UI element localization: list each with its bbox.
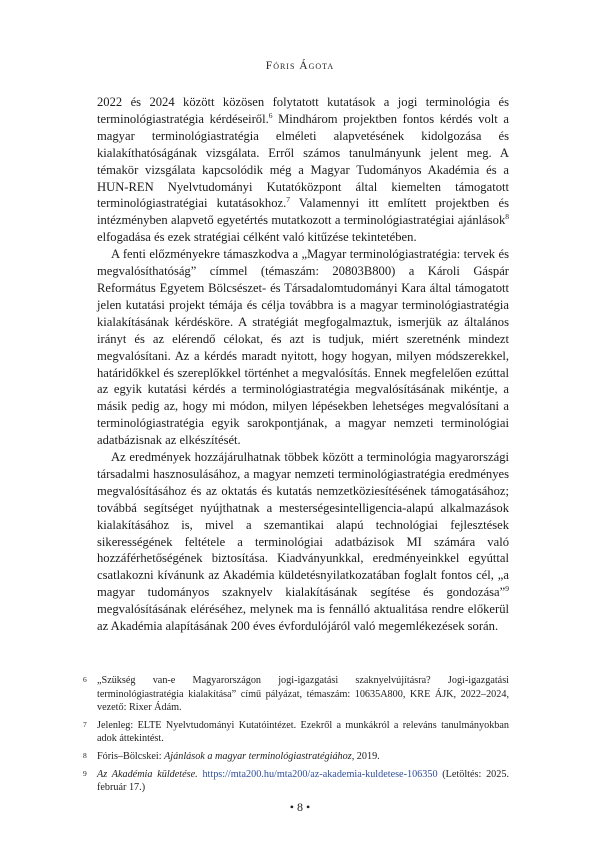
footnote-number: 9 (83, 768, 87, 778)
paragraph-3-part-a: Az eredmények hozzájárulhatnak többek között a terminológia magyarországi társadalmi hasznosulásához, a magyar nemzeti terminológiastratégia eredményes megvalósításához és az oktatás és kutatás nemzetköziesítésének támogatásához; továbbá segítséget nyújthatnak a mesterségesintelligencia-alapú alkalmazások kialakításához is, mivel a szemantikai alapú technológiai fejlesztések sikerességének feltétele a terminológiai adatbázisok MI számára való hozzáférhetőségének biztosítása. Kiadványunkkal, eredményeinkkel egyúttal csatlakozni kívánunk az Akadémia küldetésnyilatkozatában foglalt fontos cél, „a magyar tudományos szaknyelv kialakításának segítése és gondozása” (97, 450, 509, 600)
footnote-number: 7 (83, 719, 87, 729)
page-number: • 8 • (289, 800, 311, 814)
footnote-title: Ajánlások a magyar terminológiastratégiához, (164, 750, 355, 762)
footnote-title: Az Akadémia küldetése. (97, 768, 198, 780)
main-text (97, 94, 509, 635)
paragraph-1-part-c: Valamennyi itt említett projektben és intézményben alapvető egyetértés mutatkozott a terminológiastratégiai ajánlások (97, 196, 509, 228)
footnote-9 (83, 768, 509, 795)
footnote-text (97, 750, 509, 764)
footnote-text: „Szükség van-e Magyarországon jogi-igazgatási szaknyelvújításra? Jogi-igazgatási terminológiastratégia kialakítása” című pályázat, témaszám: 10635A800, KRE ÁJK, 2022–2024, vezető: Rixer Ádám. (97, 675, 509, 714)
footnotes (83, 674, 509, 799)
footnote-ref-7[interactable]: 7 (286, 195, 291, 205)
footnote-number: 6 (83, 675, 87, 684)
paragraph-1-part-b: Mindhárom projektben fontos kérdés volt a magyar terminológiastratégia elméleti alapvetésének kidolgozása és kialakíthatóságának vizsgálata. Erről számos tanulmányunk jelent meg. A témakör vizsgálata kapcsolódik még a Magyar Tudományos Akadémia és a HUN-REN Nyelvtudományi Kutatóközpont által kiemelten támogatott terminológiastratégiai kutatásokhoz. (97, 111, 509, 211)
paragraph-1-part-a: 2022 és 2024 között közösen folytatott kutatások a jogi terminológia és terminológiastratégia kérdéseiről. (97, 95, 509, 126)
footnote-7 (83, 719, 509, 746)
paragraph-3-part-b: megvalósításának eléréséhez, melynek ma is fennálló aktualitása rendre előkerül az Akadémia alapításának 200 éves évfordulójáról való megemlékezések során. (97, 602, 509, 634)
footnote-6 (83, 674, 509, 715)
footnote-access-date: (Letöltés: 2025. február 17.) (97, 768, 510, 794)
running-head: Fóris Ágota (265, 60, 335, 72)
footnote-ref-9[interactable]: 9 (505, 584, 509, 594)
paragraph-3 (97, 449, 509, 635)
footnote-link[interactable]: https://mta200.hu/mta200/az-akademia-kuldetese-106350 (202, 768, 438, 780)
paragraph-1-part-d: elfogadása és ezek stratégiai célként való kitűzése tekintetében. (97, 230, 417, 245)
footnote-number: 8 (83, 750, 87, 760)
footnote-authors: Fóris–Bölcskei: (97, 750, 165, 762)
paragraph-2: A fenti előzményekre támaszkodva a „Magyar terminológiastratégia: tervek és megvalósíthatóság” címmel (témaszám: 20803B800) a Károli Gáspár Református Egyetem Bölcsészet- és Társadalomtudományi Kara által támogatott jelen kutatási projekt témája és célja továbbra is a magyar terminológiastratégia kialakításának kérdésköre. A stratégiát megfogalmaztuk, ismerjük az általános irányt és az elérendő célokat, és azt is tudjuk, miért szeretnénk mindezt megvalósítani. Az a kérdés maradt nyitott, hogy hogyan, milyen módszerekkel, határidőkkel és szereplőkkel történhet a megvalósítás. Ennek megfelelően ezúttal az egyik kutatási kérdés a terminológiastratégia megvalósításának mikéntje, a másik pedig az, hogy mi módon, milyen lépésekben lehetséges megvalósítani a terminológiastratégia egyik sarokpontjának, a magyar nemzeti terminológiai adatbázisnak az elkészítését. (97, 247, 509, 448)
footnote-ref-8[interactable]: 8 (505, 212, 509, 222)
footnote-year: 2019. (354, 750, 380, 762)
paragraph-1 (97, 94, 509, 246)
footnote-ref-6[interactable]: 6 (268, 110, 273, 120)
footnote-8 (83, 750, 509, 764)
footnote-text (97, 768, 509, 795)
footnote-text: Jelenleg: ELTE Nyelvtudományi Kutatóintézet. Ezekről a munkákról a releváns tanulmányokban adok áttekintést. (97, 719, 509, 745)
